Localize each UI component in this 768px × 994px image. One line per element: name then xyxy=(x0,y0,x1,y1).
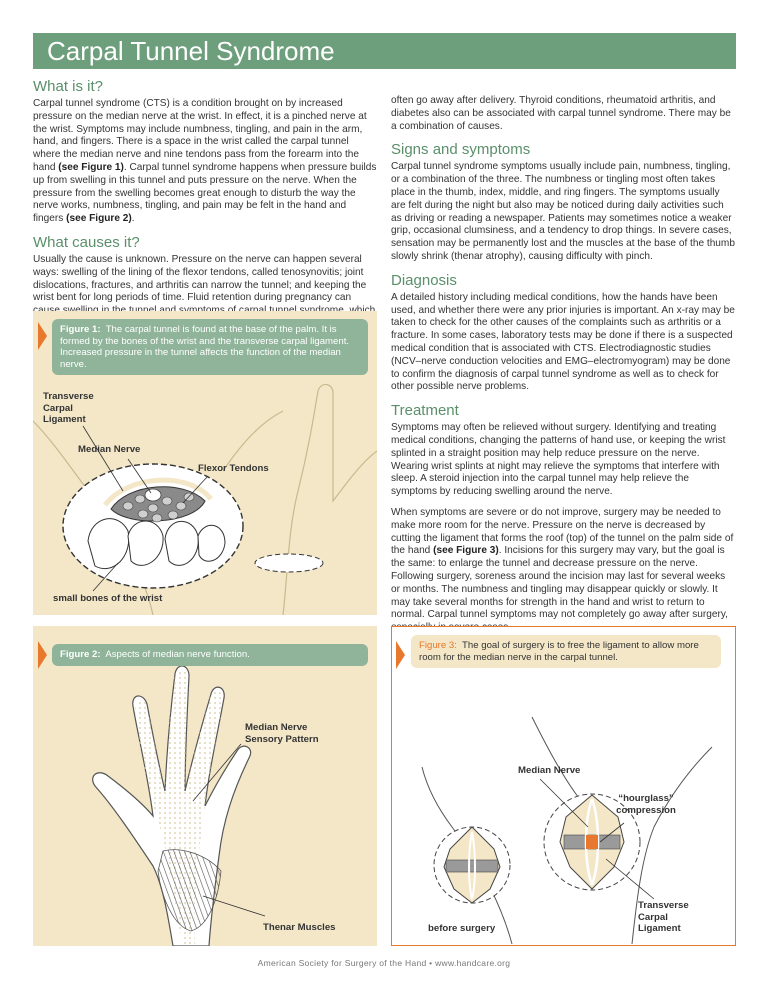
callout-hourglass-compression: “hourglass” compression xyxy=(616,793,676,816)
callout-median-nerve-sensory-pattern: Median Nerve Sensory Pattern xyxy=(245,722,319,745)
callout-transverse-carpal-ligament: Transverse Carpal Ligament xyxy=(43,391,94,425)
text-run: When symptoms are severe or do not improve, surgery may be needed to make more room for the nerve. Pressure on the nerve is decreased by cutting the ligament that forms the roof (top) of the tunnel on the palm side of the hand xyxy=(391,506,734,557)
text-run: . Incisions for this surgery may vary, but the goal is the same: to enlarge the tunnel and decrease pressure on the nerve. Following surgery, soreness around the incision may last for several weeks or months. The numbness and tingling may disappear quickly or slowly. It may take several months for strength in the hand and wrist to return to normal. Carpal tunnel symptoms may not completely go away after surgery, xyxy=(391,545,728,621)
figure-ref: (see Figure 3) xyxy=(433,545,499,557)
text-run: . Carpal tunnel syndrome happens when pressure builds up from swelling in this tunnel and puts pressure on the nerve. When the pressure from the swelling becomes great enough to disturb the way the nerve works, numbness, tingling, and pain may be felt in the hand and fingers xyxy=(33,161,377,225)
signs-paragraph: Carpal tunnel syndrome symptoms usually include pain, numbness, tingling, or a combination of the three. The numbness or tingling most often takes place in the thumb, index, middle, and ring fingers. The symptoms usually are felt during the night but also may be noticed during daily activities such as driving or reading a newspaper. Patients may sometimes notice a weaker grip, occasional clumsiness, and a tendency to drop things. In severe cases, sensation may be permanently lost and the muscles at the base of the thumb slowly shrink (thenar atrophy), causing difficulty with pinch. xyxy=(391,161,735,262)
figure-1-caption-text: The carpal tunnel is found at the base of the palm. It is formed by the bones of the wrist and the transverse carpal ligament. Increased pressure in the tunnel affects the function of the median nerve. xyxy=(60,324,350,370)
figure-2-label: Figure 2: xyxy=(60,649,101,660)
figure-2-illustration xyxy=(33,626,377,946)
text-run: Carpal tunnel syndrome (CTS) is a condition brought on by increased pressure on the median nerve at the wrist. In effect, it is a pinched nerve at the wrist. Symptoms may include numbness, tingling, and pain in the arm, hand, and fingers. There is a space in the wrist called the carpal tunnel where the median nerve and nine tendons pass from the forearm into the hand xyxy=(33,98,367,173)
orange-arrow-marker xyxy=(38,322,47,350)
figure-3-caption xyxy=(411,635,721,668)
figure-3-caption-text: The goal of surgery is to free the ligament to allow more room for the median nerve in the carpal tunnel. xyxy=(419,640,699,663)
figure-3-illustration xyxy=(392,627,734,944)
callout-median-nerve: Median Nerve xyxy=(78,444,141,455)
callout-transverse-carpal-ligament: Transverse Carpal Ligament xyxy=(638,900,689,934)
figure-1-caption xyxy=(52,319,368,375)
figure-1 xyxy=(33,311,377,615)
figure-ref: (see Figure 2) xyxy=(66,213,132,225)
figure-2 xyxy=(33,626,377,946)
what-is-it-paragraph xyxy=(33,98,377,226)
orange-arrow-marker xyxy=(396,641,405,669)
figure-1-label: Figure 1: xyxy=(60,324,101,335)
heading-signs-and-symptoms: Signs and symptoms xyxy=(391,141,531,159)
page-title: Carpal Tunnel Syndrome xyxy=(47,36,335,66)
right-column xyxy=(391,95,736,643)
callout-thenar-muscles: Thenar Muscles xyxy=(263,922,336,933)
orange-arrow-marker xyxy=(38,641,47,669)
left-column xyxy=(33,78,377,326)
causes-paragraph: Usually the cause is unknown. Pressure on the nerve can happen several ways: swelling of the lining of the flexor tendons, called tenosynovitis; joint dislocations, fractures, and arthritis can narrow the tunnel; and keeping the wrist bent for long periods of time. Fluid retention during pregnancy can xyxy=(33,253,367,304)
title-bar xyxy=(33,33,736,69)
footer: American Society for Surgery of the Hand • www.handcare.org xyxy=(257,958,511,968)
callout-flexor-tendons: Flexor Tendons xyxy=(198,463,269,474)
heading-what-is-it: What is it? xyxy=(33,78,104,95)
figure-2-caption-text: Aspects of median nerve function. xyxy=(105,649,250,660)
figure-3-label: Figure 3: xyxy=(419,640,457,651)
callout-small-bones: small bones of the wrist xyxy=(53,593,163,604)
heading-treatment: Treatment xyxy=(391,402,459,420)
text-run: . xyxy=(131,213,135,225)
diagnosis-paragraph: A detailed history including medical conditions, how the hands have been used, and whether there were any prior injuries is important. An x-ray may be taken to check for the other causes of the complaints such as arthritis or a fracture. In some cases, laboratory tests may be done if there is a suspected medical condition that is associated with CTS. Electrodiagnostic studies (NCV–nerve conduction velocities and EMG–electromyogram) may be done to confirm the diagnosis of carpal tunnel syndrome as well as to check for other possible nerve problems. xyxy=(391,291,735,393)
heading-what-causes-it: What causes it? xyxy=(33,233,140,251)
treatment-paragraph-1: Symptoms may often be relieved without surgery. Identifying and treating medical conditions, changing the patterns of hand use, or keeping the wrist splinted in a straight position may help reduce pressure on the nerve. Wearing wrist splints at night may relieve the symptoms that interfere with sleep. A steroid injection into the carpal tunnel may help relieve the symptoms by reducing swelling around the nerve. xyxy=(391,422,726,498)
causes-paragraph-continued: often go away after delivery. Thyroid conditions, rheumatoid arthritis, and diabetes also can be associated with carpal tunnel syndrome. There may be a combination of causes. xyxy=(391,95,731,132)
heading-diagnosis: Diagnosis xyxy=(391,271,457,289)
callout-before-surgery: before surgery xyxy=(428,923,496,934)
figure-ref: (see Figure 1) xyxy=(58,161,124,173)
callout-median-nerve: Median Nerve xyxy=(518,765,581,776)
treatment-paragraph-2 xyxy=(391,507,736,635)
figure-2-caption xyxy=(52,644,368,666)
figure-3 xyxy=(391,626,736,946)
